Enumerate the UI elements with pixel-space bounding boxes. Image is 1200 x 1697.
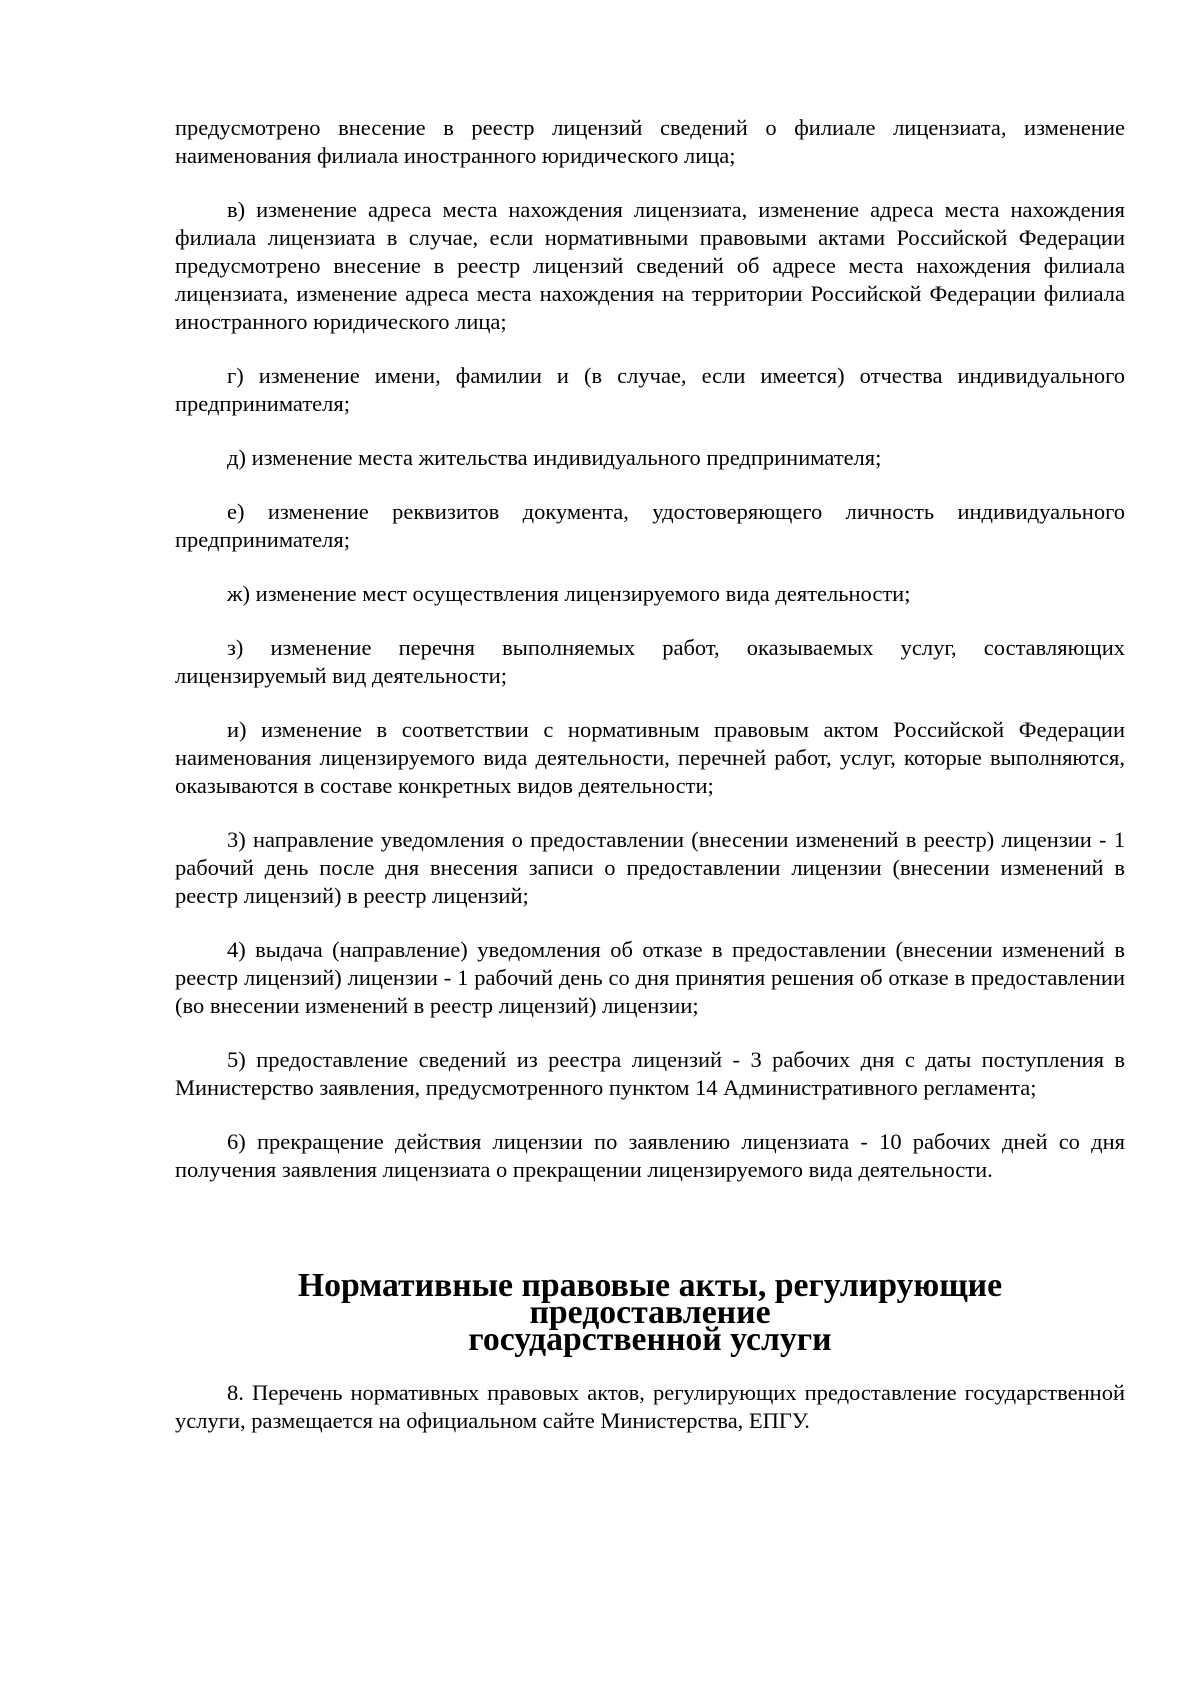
paragraph-item-v: в) изменение адреса места нахождения лицензиата, изменение адреса места нахождения филиала лицензиата в случае, если нормативными правовыми актами Российской Федерации предусмотрено внесение в реестр лицензий сведений об адресе места нахождения филиала лицензиата, изменение адреса места нахождения на территории Российской Федерации филиала иностранного юридического лица; [175, 197, 1125, 334]
section-heading-line-2: государственной услуги [468, 1321, 832, 1358]
paragraph-item-i: и) изменение в соответствии с нормативным правовым актом Российской Федерации наименования лицензируемого вида деятельности, перечней работ, услуг, которые выполняются, оказываются в составе конкретных видов деятельности; [175, 717, 1125, 798]
paragraph-item-e: е) изменение реквизитов документа, удостоверяющего личность индивидуального предпринимателя; [175, 499, 1125, 552]
paragraph-item-4: 4) выдача (направление) уведомления об отказе в предоставлении (внесении изменений в реестр лицензий) лицензии - 1 рабочий день со дня принятия решения об отказе в предоставлении (во внесении изменений в реестр лицензий) лицензии; [175, 937, 1125, 1018]
paragraph-item-z: з) изменение перечня выполняемых работ, оказываемых услуг, составляющих лицензируемый вид деятельности; [175, 635, 1125, 688]
paragraph-item-5: 5) предоставление сведений из реестра лицензий - 3 рабочих дня с даты поступления в Министерство заявления, предусмотренного пунктом 14 Административного регламента; [175, 1047, 1125, 1100]
paragraph-item-zh: ж) изменение мест осуществления лицензируемого вида деятельности; [227, 581, 911, 606]
paragraph-item-d: д) изменение места жительства индивидуального предпринимателя; [227, 445, 882, 470]
document-body [175, 114, 1125, 1461]
paragraph-item-3: 3) направление уведомления о предоставлении (внесении изменений в реестр) лицензии - 1 рабочий день после дня внесения записи о предоставлении лицензии (внесении изменений в реестр лицензий) в реестр лицензий; [175, 827, 1125, 908]
paragraph-item-g: г) изменение имени, фамилии и (в случае, если имеется) отчества индивидуального предпринимателя; [175, 363, 1125, 416]
paragraph-item-6: 6) прекращение действия лицензии по заявлению лицензиата - 10 рабочих дней со дня получения заявления лицензиата о прекращении лицензируемого вида деятельности. [175, 1129, 1125, 1182]
section-spacer [175, 1210, 1125, 1272]
paragraph-continuation: предусмотрено внесение в реестр лицензий сведений о филиале лицензиата, изменение наименования филиала иностранного юридического лица; [175, 115, 1125, 168]
section-heading-line-1: Нормативные правовые акты, регулирующие предоставление [297, 1267, 1003, 1331]
paragraph-item-8: 8. Перечень нормативных правовых актов, регулирующих предоставление государственной услуги, размещается на официальном сайте Министерства, ЕПГУ. [175, 1380, 1125, 1433]
section-heading [175, 1267, 1125, 1358]
